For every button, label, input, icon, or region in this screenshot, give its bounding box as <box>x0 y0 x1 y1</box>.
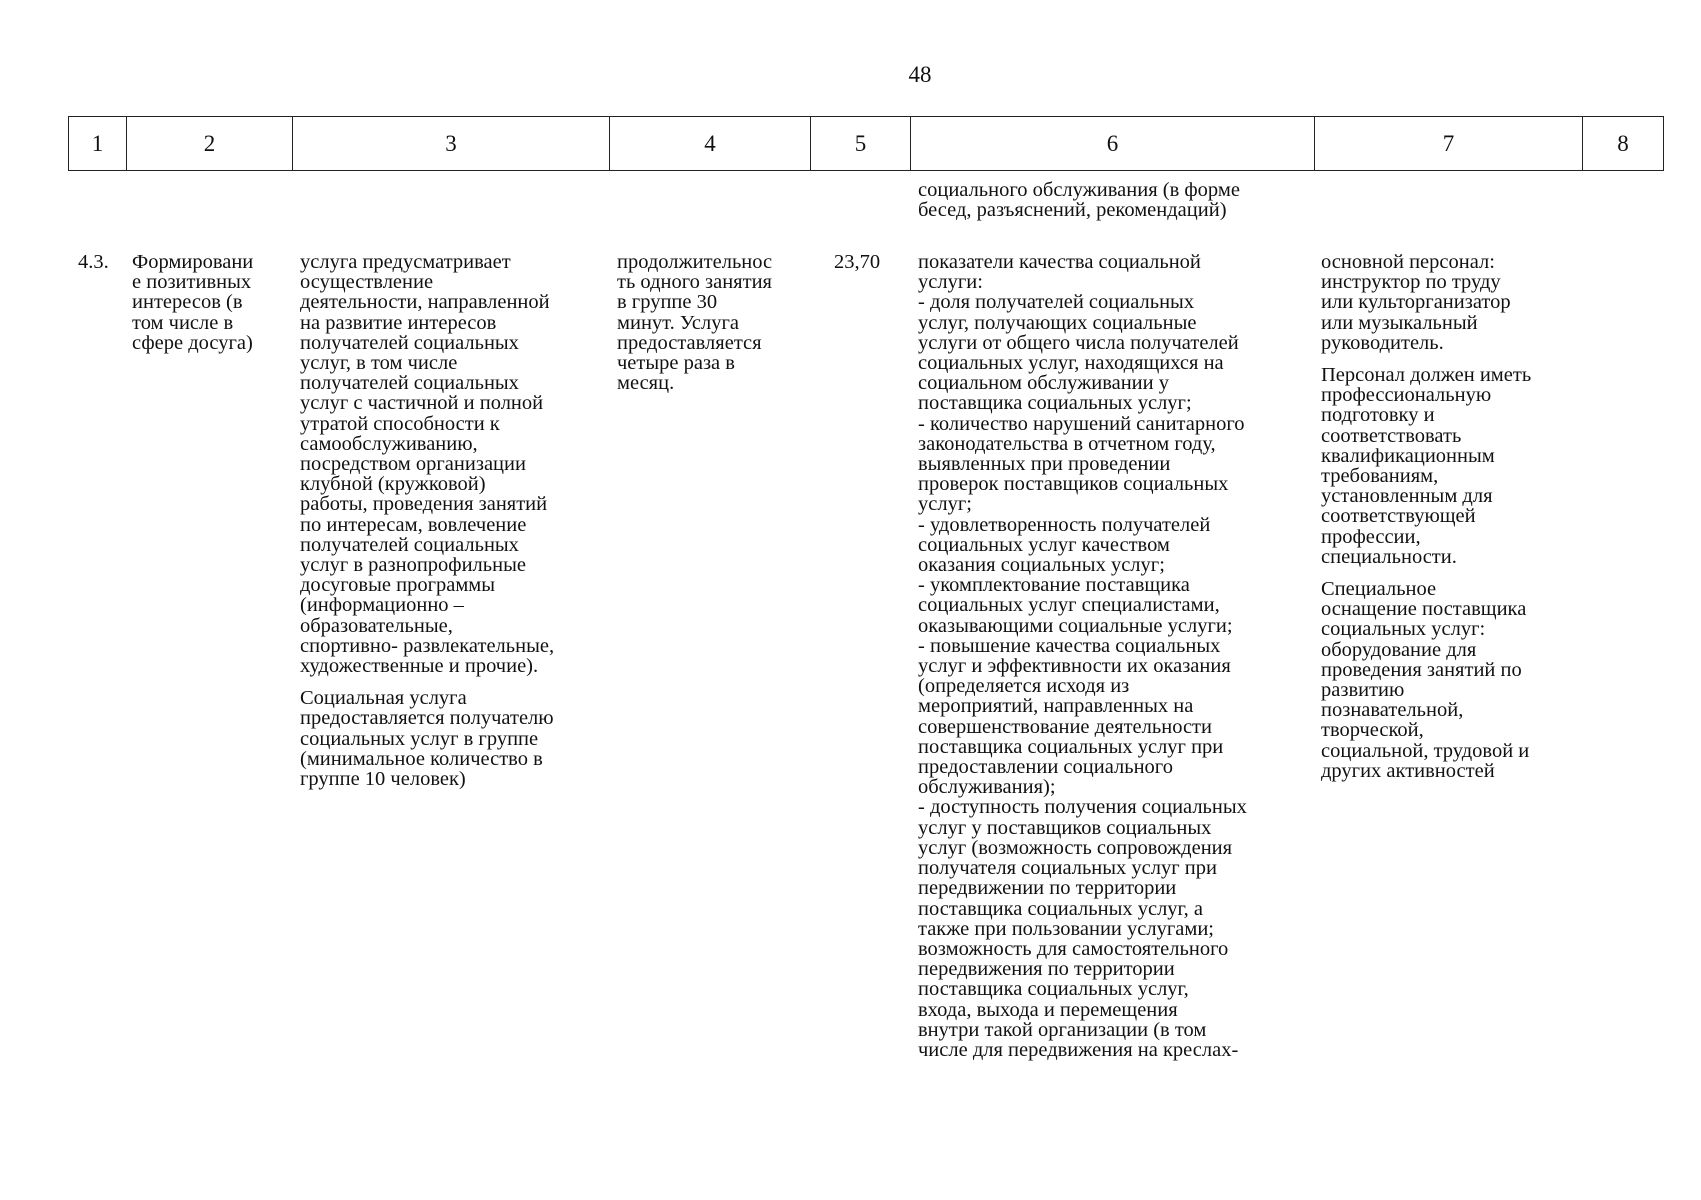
service-description-paragraph-1: услуга предусматривает осуществление деятельности, направленной на развитие интересов получателей социальных услуг, в том числе получателей социальных услуг с частичной и полной утратой способности к самообслуживанию, посредством организации клубной (кружковой) работы, проведения занятий по интересам, вовлечение получателей социальных услуг в разнопрофильные досуговые программы (информационно – образовательные, спортивно- развлекательные, художественные и прочие). <box>300 251 555 678</box>
staff-paragraph-2: Персонал должен иметь профессиональную подготовку и соответствовать квалификационным требованиям, установленным для соответствующей профессии, специальности. <box>1321 364 1532 568</box>
row-number: 4.3. <box>78 251 109 273</box>
column-header-4: 4 <box>610 117 811 171</box>
service-name: Формировани е позитивных интересов (в том числе в сфере досуга) <box>132 251 254 354</box>
quality-indicators: показатели качества социальной услуги: - доля получателей социальных услуг, получающих социальные услуги от общего числа получателей социальных услуг, находящихся на социальном обслуживании у поставщика социальных услуг; - количество нарушений санитарного законодательства в отчетном году, выявленных при проведении проверок поставщиков социальных услуг; - удовлетворенность получателей социальных услуг качеством оказания социальных услуг; - укомплектование поставщика социальных услуг специалистами, оказывающими социальные услуги; - повышение качества социальных услуг и эффективности их оказания (определяется исходя из мероприятий, направленных на совершенствование деятельности поставщика социальных услуг при предоставлении социального обслуживания); - доступность получения социальных услуг у поставщиков социальных услуг (возможность сопровождения получателя социальных услуг при передвижении по территории поставщика социальных услуг, а также при пользовании услугами; возможность для самостоятельного передвижения по территории поставщика социальных услуг, входа, выхода и перемещения внутри такой организации (в том числе для передвижения на креслах- <box>918 251 1247 1061</box>
column-header-6: 6 <box>911 117 1315 171</box>
service-price: 23,70 <box>834 251 881 273</box>
service-description <box>300 252 610 789</box>
column-header-row <box>69 117 1664 171</box>
service-description-paragraph-2: Социальная услуга предоставляется получателю социальных услуг в группе (минимальное количество в группе 10 человек) <box>300 687 554 791</box>
column-header-5: 5 <box>811 117 911 171</box>
column-header-1: 1 <box>69 117 127 171</box>
column-header-8: 8 <box>1583 117 1664 171</box>
staff-requirements <box>1321 252 1611 781</box>
page-number: 48 <box>908 62 932 87</box>
continuation-text: социального обслуживания (в форме бесед, разъяснений, рекомендаций) <box>918 179 1240 222</box>
staff-paragraph-3: Специальное оснащение поставщика социальных услуг: оборудование для проведения занятий по развитию познавательной, творческой, социальной, трудовой и других активностей <box>1321 578 1530 782</box>
column-header-3: 3 <box>293 117 610 171</box>
column-header-7: 7 <box>1315 117 1583 171</box>
service-term: продолжительнос ть одного занятия в группе 30 минут. Услуга предоставляется четыре раза в месяц. <box>617 251 773 395</box>
column-header-table <box>68 116 1664 171</box>
column-header-2: 2 <box>127 117 293 171</box>
staff-paragraph-1: основной персонал: инструктор по труду или культорганизатор или музыкальный руководитель. <box>1321 251 1511 354</box>
